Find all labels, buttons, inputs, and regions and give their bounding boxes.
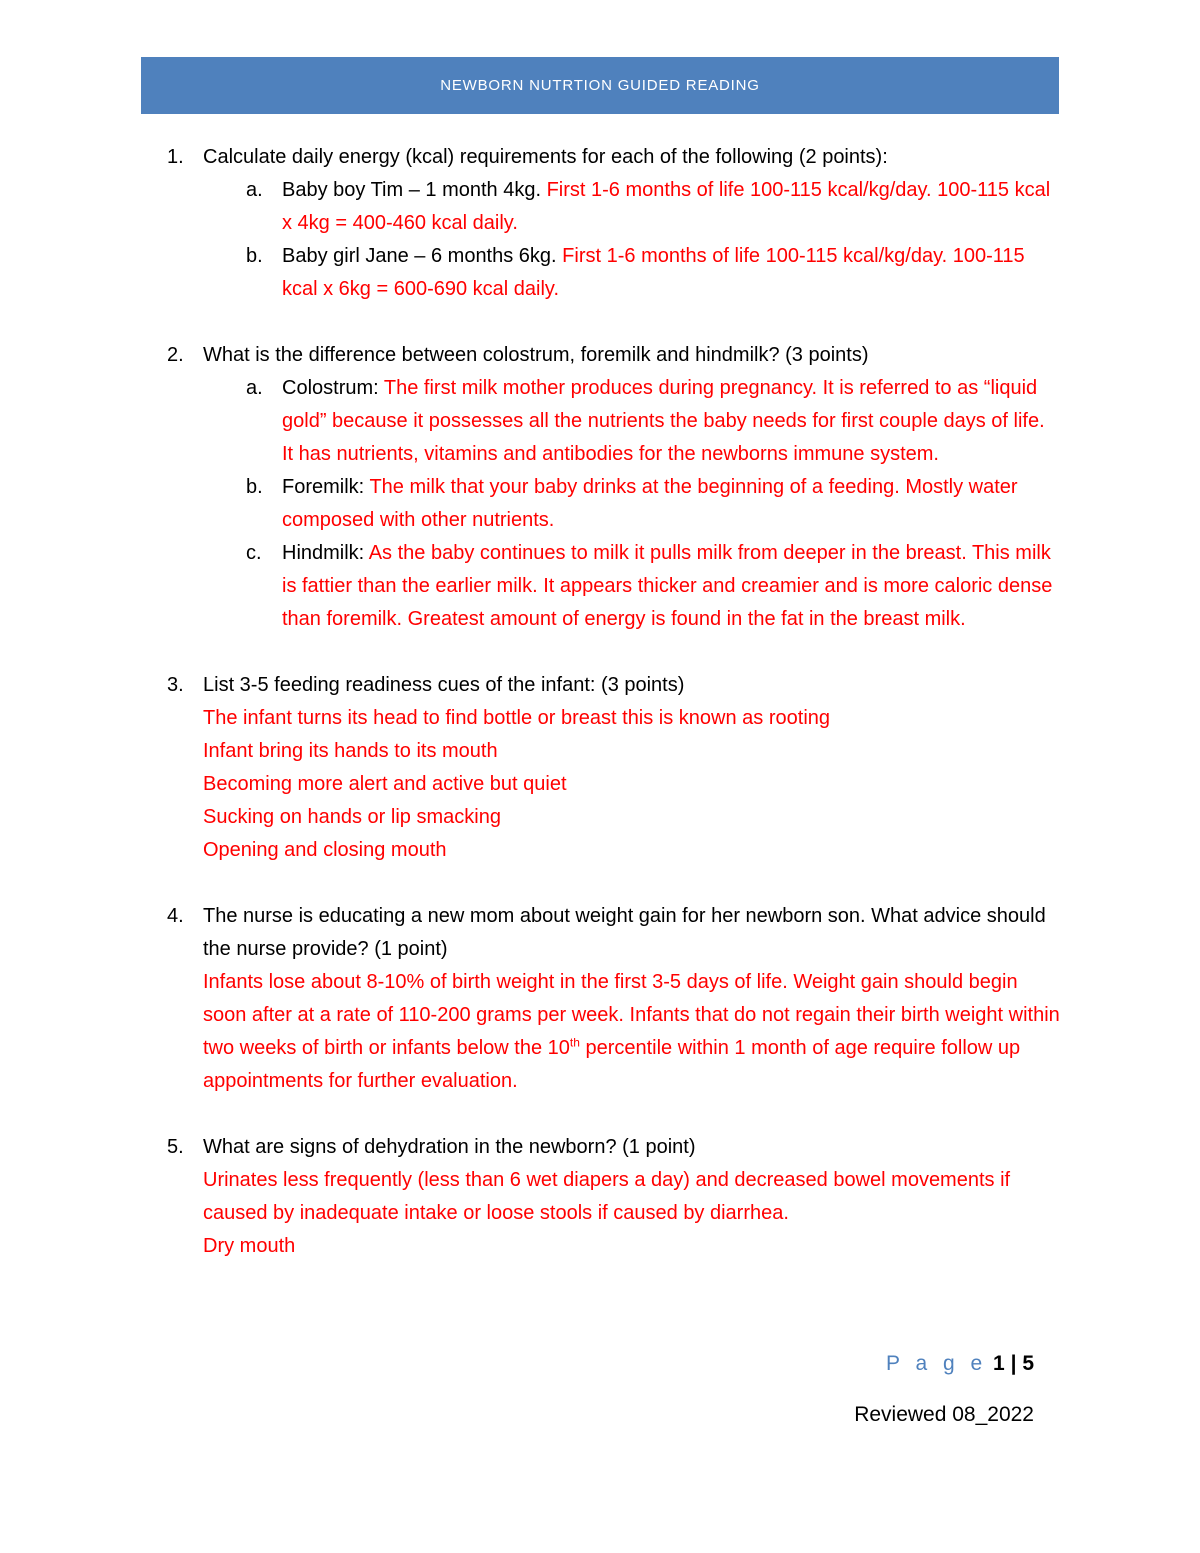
question-5 (167, 1131, 1063, 1263)
answer-line: Urinates less frequently (less than 6 wet diapers a day) and decreased bowel movements if caused by inadequate intake or loose stools if caused by diarrhea. (203, 1169, 1011, 1224)
question-text: What are signs of dehydration in the newborn? (1 point) (203, 1136, 696, 1158)
sub-item-b (246, 471, 1059, 537)
question-text: The nurse is educating a new mom about weight gain for her newborn son. What advice should the nurse provide? (1 point) (203, 905, 1046, 960)
sub-label: c. (246, 542, 262, 564)
page-number (886, 1352, 1034, 1376)
answer-text: The first milk mother produces during pregnancy. It is referred to as “liquid gold” because it possesses all the nutrients the baby needs for first couple days of life. It has nutrients, vitamins and antibodies for the newborns immune system. (282, 377, 1045, 465)
answer-paragraph (203, 966, 1063, 1098)
sub-label: a. (246, 179, 263, 201)
sub-label: b. (246, 476, 263, 498)
sub-text: Baby boy Tim – 1 month 4kg. (282, 179, 542, 201)
answer-line: Becoming more alert and active but quiet (203, 773, 567, 795)
sub-item-b (246, 240, 1059, 306)
sub-label: b. (246, 245, 263, 267)
answer-line: Opening and closing mouth (203, 839, 447, 861)
answer-line: Infant bring its hands to its mouth (203, 740, 498, 762)
header-title: NEWBORN NUTRTION GUIDED READING (440, 77, 760, 94)
sub-text: Foremilk: (282, 476, 365, 498)
sub-item-c (246, 537, 1059, 636)
answer-text: The milk that your baby drinks at the beginning of a feeding. Mostly water composed with other nutrients. (282, 476, 1018, 531)
superscript: th (569, 1035, 580, 1050)
question-text: List 3-5 feeding readiness cues of the infant: (3 points) (203, 674, 685, 696)
question-3 (167, 669, 1063, 867)
question-number: 1. (167, 146, 184, 168)
question-number: 3. (167, 674, 184, 696)
header-bar (141, 57, 1059, 114)
page-total: 5 (1022, 1352, 1034, 1375)
answer-line: Sucking on hands or lip smacking (203, 806, 501, 828)
question-text: Calculate daily energy (kcal) requirements for each of the following (2 points): (203, 146, 888, 168)
question-number: 4. (167, 905, 184, 927)
sub-label: a. (246, 377, 263, 399)
answer-line: The infant turns its head to find bottle or breast this is known as rooting (203, 707, 831, 729)
document-body (0, 141, 1200, 1263)
question-text: What is the difference between colostrum, foremilk and hindmilk? (3 points) (203, 344, 869, 366)
answer-line: Dry mouth (203, 1235, 296, 1257)
question-2 (167, 339, 1063, 636)
question-number: 5. (167, 1136, 184, 1158)
answer-text: First 1-6 months of life 100-115 kcal/kg/day. 100-115 kcal x 4kg = 400-460 kcal daily. (282, 179, 1051, 234)
question-4 (167, 900, 1063, 1098)
answer-text: Infants lose about 8-10% of birth weight in the first 3-5 days of life. Weight gain should begin soon after at a rate of 110-200 grams per week. Infants that do not regain their birth weight within two weeks of birth or infants below the 10 (203, 971, 1060, 1059)
sub-text: Baby girl Jane – 6 months 6kg. (282, 245, 557, 267)
page-current: 1 (993, 1352, 1005, 1375)
question-1 (167, 141, 1063, 306)
reviewed-date: Reviewed 08_2022 (854, 1403, 1034, 1426)
question-number: 2. (167, 344, 184, 366)
sub-item-a (246, 372, 1059, 471)
sub-text: Hindmilk: (282, 542, 365, 564)
answer-text: percentile within 1 month of age require follow up appointments for further evaluation. (203, 1037, 1021, 1092)
answer-text: First 1-6 months of life 100-115 kcal/kg/day. 100-115 kcal x 6kg = 600-690 kcal daily. (282, 245, 1025, 300)
sub-item-a (246, 174, 1059, 240)
page-label: P a g e (886, 1352, 988, 1375)
page-separator: | (1010, 1352, 1017, 1375)
answer-text: As the baby continues to milk it pulls milk from deeper in the breast. This milk is fattier than the earlier milk. It appears thicker and creamier and is more caloric dense than foremilk. Greatest amount of energy is found in the fat in the breast milk. (282, 542, 1053, 630)
sub-text: Colostrum: (282, 377, 379, 399)
